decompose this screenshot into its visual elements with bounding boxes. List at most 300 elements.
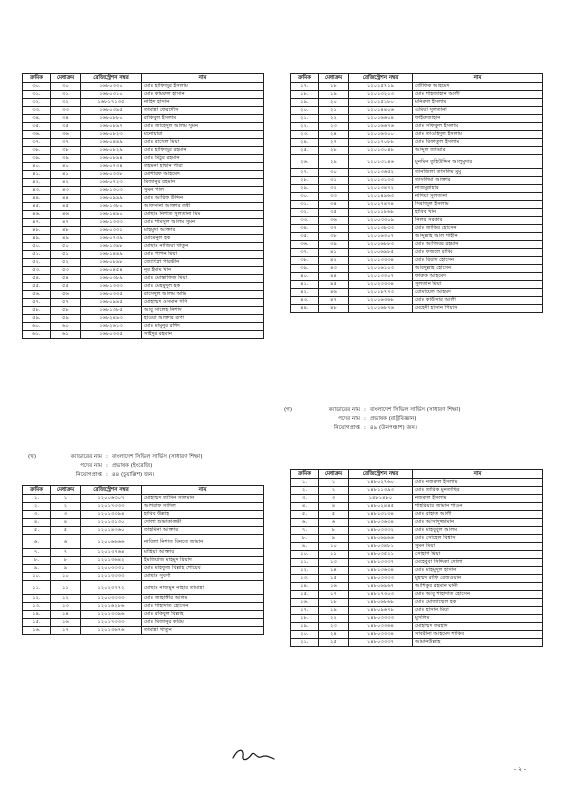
reg-cell: ১২০১৫৭১৯ (349, 83, 413, 91)
info-value: প্রভাষক (ইংরেজি) (112, 463, 153, 469)
merit-cell: ৪৩ (51, 187, 81, 195)
table-header (23, 486, 264, 495)
reg-cell: ১৬৮১৩৩৩ (81, 283, 142, 291)
merit-table-d (290, 469, 543, 647)
name-cell: আমানউল্লাহ (413, 639, 543, 647)
info-sep: : (364, 416, 366, 422)
name-cell: মোঃ মিজানুর করিম (142, 619, 264, 627)
table-row (291, 147, 543, 155)
reg-cell: ১২০১৪৩৬০ (81, 527, 142, 535)
merit-cell: ৪৬ (51, 211, 81, 219)
serial-cell: ১৩. (291, 575, 319, 583)
reg-cell: ১২০১৩৩০৭ (349, 273, 413, 281)
col-serial: ক্রমিক (23, 74, 51, 83)
merit-cell: ১৪ (51, 611, 81, 619)
table-row (291, 583, 543, 591)
merit-cell: ৫৮ (51, 307, 81, 315)
table-row (23, 549, 264, 557)
serial-cell: ৪২. (23, 179, 51, 187)
reg-cell: ১৬৮১৩৯৮ (81, 243, 142, 251)
name-cell: তাসলিমা আক্তার (413, 177, 543, 185)
table-row (23, 155, 264, 163)
merit-cell: ৩৩ (51, 107, 81, 115)
reg-cell: ১৬৮২৪৯৩ (81, 315, 142, 323)
name-cell: তৌফিক আহমেদ (413, 83, 543, 91)
name-cell: মোশারফ আহমেদ (142, 171, 264, 179)
name-cell: মনোয়ারা (142, 131, 264, 139)
serial-cell: ৩৫. (23, 123, 51, 131)
table-row (291, 241, 543, 249)
table-row (23, 83, 264, 91)
name-cell: শাহরিয়ার জামান শাওন (413, 503, 543, 511)
reg-cell: ১৪৮০৬৮৬৮ (349, 599, 413, 607)
reg-cell: ১২০০৩৩০৯ (349, 217, 413, 225)
merit-cell: ৪৭ (319, 297, 349, 305)
merit-cell: ৫০ (51, 243, 81, 251)
reg-cell: ১৪৮০৩৩৩৪ (349, 631, 413, 639)
name-cell: নাজমুন্নাহার (413, 185, 543, 193)
merit-cell: ৩৭ (51, 139, 81, 147)
col-reg: রেজিস্ট্রেশন নম্বর (349, 74, 413, 83)
name-cell: মোঃ আসাদুজ্জামান (413, 519, 543, 527)
name-cell: সোহাগ মিয়া (413, 551, 543, 559)
merit-cell: ৩৬ (319, 217, 349, 225)
reg-cell: ১৬৮০৩৩৫ (81, 331, 142, 339)
serial-cell: ২৫. (291, 147, 319, 155)
reg-cell: ১২০২৩৩৩৪ (349, 281, 413, 289)
name-cell: দোলা শুভাকাঙ্ক্ষী (142, 519, 264, 527)
serial-cell: ৮. (23, 557, 51, 565)
name-cell: মোমেনুল হক (142, 235, 264, 243)
merit-cell: ৪২ (319, 257, 349, 265)
serial-cell: ৩৭. (291, 249, 319, 257)
serial-cell: ৩৫. (291, 233, 319, 241)
name-cell: আবু সালেহ নিশাদ (142, 307, 264, 315)
reg-cell: ১৬৮০৩৯৫ (81, 107, 142, 115)
name-cell: জ্যোৎস্না পারভীন (142, 259, 264, 267)
name-cell: সুলতান মিয়া (413, 281, 543, 289)
merit-cell: ৯ (51, 565, 81, 573)
serial-cell: ৫২. (23, 259, 51, 267)
merit-cell: ৩০ (51, 83, 81, 91)
serial-cell: ৪৪. (23, 195, 51, 203)
reg-cell: ১৪৮০৬৯৬৭ (349, 583, 413, 591)
reg-cell: ১২০১৪৯৬৩ (349, 193, 413, 201)
serial-cell: ৫. (23, 527, 51, 535)
serial-cell: ২৪. (291, 139, 319, 147)
table-row (23, 611, 264, 619)
name-cell: মোঃ শাহাদাত হোসেন (142, 603, 264, 611)
merit-cell: ৪ (319, 503, 349, 511)
serial-cell: ৬. (291, 519, 319, 527)
table-row (291, 567, 543, 575)
serial-cell: ২৬. (291, 155, 319, 169)
name-cell: হাওয়া আক্তার রূপা (142, 315, 264, 323)
reg-cell: ১৪৮০২৪৪৫ (349, 503, 413, 511)
reg-cell: ১৪৮১৩১৩৪ (349, 511, 413, 519)
name-cell: মেহেদী হাসান পিয়াস (413, 305, 543, 313)
reg-cell: ১২০০৬৩০৭ (81, 495, 142, 503)
table-row (23, 91, 264, 99)
reg-cell: ১৪৮০৩৩৩৭ (349, 639, 413, 647)
reg-cell: ১২০১৩২১৩ (349, 91, 413, 99)
serial-cell: ৫০. (23, 243, 51, 251)
reg-cell: ১৪৮১৩৬৩৪ (349, 567, 413, 575)
info-sep: : (106, 463, 108, 469)
section-mark: (গ) (284, 407, 293, 413)
reg-cell: ১২০০৩৩৩৩ (81, 595, 142, 603)
merit-cell: ৩১ (51, 91, 81, 99)
table-row (291, 495, 543, 503)
serial-cell: ২১. (291, 639, 319, 647)
serial-cell: ৬১. (23, 331, 51, 339)
name-cell: মোঃ পাপন মিয়া (142, 251, 264, 259)
name-cell: মোঃ হাফিজুর রহমান (142, 147, 264, 155)
serial-cell: ১৭. (291, 83, 319, 91)
serial-cell: ২. (291, 487, 319, 495)
merit-cell: ১১ (319, 551, 349, 559)
table-row (291, 535, 543, 543)
merit-cell: ৫৯ (51, 315, 81, 323)
name-cell: মোঃ জাহেদুল আলম সুমন (142, 123, 264, 131)
table-row (291, 623, 543, 631)
serial-cell: ২৩. (291, 131, 319, 139)
serial-cell: ৩২. (291, 209, 319, 217)
reg-cell: ১৬৮১৭১৩৫ (81, 99, 142, 107)
table-row (23, 179, 264, 187)
serial-cell: ৩০. (23, 83, 51, 91)
name-cell: রাকিবুল ইসলাম (142, 115, 264, 123)
table-row (23, 259, 264, 267)
reg-cell: ১৬৮০৮৯৭ (81, 123, 142, 131)
table-row (291, 551, 543, 559)
reg-cell: ১২০১৬১০৩ (349, 265, 413, 273)
serial-cell: ৩১. (291, 201, 319, 209)
merit-cell: ৩ (319, 495, 349, 503)
serial-cell: ৫৪. (23, 275, 51, 283)
merit-cell: ১৩ (51, 603, 81, 611)
table-row (23, 565, 264, 573)
info-row (304, 415, 461, 424)
table-row (23, 227, 264, 235)
merit-cell: ১৭ (51, 627, 81, 635)
reg-cell: ১৬৮০৩১০ (81, 91, 142, 99)
reg-cell: ১৬৮০৯৯৯ (81, 195, 142, 203)
info-sep: : (364, 407, 366, 413)
table-row (23, 243, 264, 251)
table-row (291, 83, 543, 91)
name-cell: মোছাঃ সুবর্ণা (142, 573, 264, 581)
info-row (46, 462, 203, 471)
table-row (291, 123, 543, 131)
name-cell: মোঃ রকিবুল বিল্লাহ (142, 611, 264, 619)
table-row (291, 591, 543, 599)
name-cell: নাহিদ হাসান (142, 99, 264, 107)
serial-cell: ৫৭. (23, 299, 51, 307)
reg-cell: ১২০১৭৪৭৪ (349, 201, 413, 209)
table-row (291, 115, 543, 123)
name-cell: আশিকুর রহমান ঘানী (413, 583, 543, 591)
name-cell: মোহাম্মদ ওসমান গণি (142, 299, 264, 307)
serial-cell: ৭. (23, 549, 51, 557)
table-row (291, 233, 543, 241)
section-mark: (খ) (28, 454, 37, 460)
table-row (23, 267, 264, 275)
table-header (291, 74, 543, 83)
name-cell: তামান্না ফেরদৌস (142, 107, 264, 115)
name-cell: মোঃ মিঠুর রহমান (142, 155, 264, 163)
reg-cell: ১৬৮০৩৩৫ (81, 291, 142, 299)
name-cell: মোছাঃ নিশাত সুলতানা মিম (142, 211, 264, 219)
table-row (23, 331, 264, 339)
reg-cell: ১২০১৭০৮৮ (349, 139, 413, 147)
info-row (46, 471, 203, 480)
reg-cell: ১৬৮০৩৩০ (81, 83, 142, 91)
table-row (291, 91, 543, 99)
reg-cell: ১২০১৩৭৬৪ (81, 549, 142, 557)
reg-cell: ১৪৮০৯৬৭৮ (349, 607, 413, 615)
serial-cell: ৪. (23, 519, 51, 527)
info-key: নিয়োগপ্রাপ্ত (75, 472, 102, 478)
name-cell: হাবিব খান (413, 209, 543, 217)
reg-cell: ১২০১৪৪০৬ (349, 107, 413, 115)
name-cell: রাসেদুল আলম অভি (142, 291, 264, 299)
reg-cell: ১২০১৩৬৫২ (349, 169, 413, 177)
table-row (23, 573, 264, 581)
name-cell: মোঃ জাহাঙ্গীর আলম (142, 595, 264, 603)
merit-cell: ২২ (319, 615, 349, 623)
table-row (291, 217, 543, 225)
name-cell: সিরাজুল ইসলাম (413, 201, 543, 209)
table-row (23, 503, 264, 511)
merit-cell: ৩৪ (319, 201, 349, 209)
col-name: নাম (413, 74, 543, 83)
table-row (291, 107, 543, 115)
table-header (291, 470, 543, 479)
merit-cell: ৩৭ (319, 225, 349, 233)
col-name: নাম (413, 470, 543, 479)
serial-cell: ৫৫. (23, 283, 51, 291)
merit-cell: ৬০ (51, 323, 81, 331)
table-row (23, 99, 264, 107)
merit-cell: ১৬ (319, 583, 349, 591)
reg-cell: ১২০২৩৭৭২ (81, 581, 142, 595)
merit-cell: ৪৩ (319, 265, 349, 273)
serial-cell: ৮. (291, 535, 319, 543)
merit-cell: ৪১ (319, 249, 349, 257)
table-row (23, 511, 264, 519)
info-value: প্রভাষক (রাষ্ট্রবিজ্ঞান) (370, 416, 417, 422)
reg-cell: ১২০১১৮৬৮ (349, 209, 413, 217)
name-cell: মোঃ মাহবুবুল আলম (413, 527, 543, 535)
merit-cell: ৫৫ (51, 283, 81, 291)
merit-cell: ২৭ (319, 139, 349, 147)
signature-icon (230, 745, 278, 765)
info-sep: : (106, 472, 108, 478)
table-row (291, 131, 543, 139)
table-row (291, 519, 543, 527)
col-merit: মেধাক্রম (319, 470, 349, 479)
merit-cell: ৬ (319, 519, 349, 527)
merit-cell: ১৬ (51, 619, 81, 627)
table-row (23, 527, 264, 535)
serial-cell: ৪৮. (23, 227, 51, 235)
table-row (291, 559, 543, 567)
table-row (291, 155, 543, 169)
serial-cell: ১২. (291, 567, 319, 575)
merit-cell: ৫১ (51, 251, 81, 259)
serial-cell: ২৮. (291, 177, 319, 185)
serial-cell: ৩৮. (23, 147, 51, 155)
serial-cell: ১৯. (291, 99, 319, 107)
serial-cell: ৫৮. (23, 307, 51, 315)
reg-cell: ১৪৮০৩৪৮১ (349, 543, 413, 551)
table-row (291, 297, 543, 305)
table-row (291, 225, 543, 233)
merit-cell: ৩০ (319, 169, 349, 177)
serial-cell: ৩৪. (291, 225, 319, 233)
table-row (291, 527, 543, 535)
serial-cell: ১. (291, 479, 319, 487)
merit-cell: ৩৮ (51, 147, 81, 155)
info-value: ৪৯ (উনপঞ্চাশ) জন। (370, 425, 417, 431)
table-row (291, 599, 543, 607)
table-row (23, 171, 264, 179)
merit-cell: ২৮ (319, 147, 349, 155)
reg-cell: ১৬৮১৩৮০ (81, 203, 142, 211)
merit-cell: ২৫ (319, 639, 349, 647)
serial-cell: ৪. (291, 503, 319, 511)
table-row (23, 211, 264, 219)
table-row (291, 281, 543, 289)
reg-cell: ১৪৮০৩৬৩৪ (349, 519, 413, 527)
table-row (23, 627, 264, 635)
name-cell: তাহমিনা আক্তার (142, 527, 264, 535)
merit-cell: ৩ (51, 511, 81, 519)
serial-cell: ৪০. (291, 273, 319, 281)
info-sep: : (364, 425, 366, 431)
merit-cell: ১০ (51, 573, 81, 581)
info-sep: : (106, 454, 108, 460)
merit-table-b (290, 73, 543, 313)
reg-cell: ১২০১৩৩৩৪ (349, 257, 413, 265)
table-row (291, 289, 543, 297)
merit-cell: ৪০ (51, 163, 81, 171)
reg-cell: ১২০১৩১৩০ (81, 519, 142, 527)
reg-cell: ১৪৮১৩৩৩৭ (349, 559, 413, 567)
name-cell: নূর ইমাম খান (142, 267, 264, 275)
serial-cell: ১৮. (291, 615, 319, 623)
reg-cell: ১২০১৩১৩৩ (349, 177, 413, 185)
page-number: - ২ - (514, 766, 527, 773)
merit-cell: ১৯ (319, 91, 349, 99)
col-reg: রেজিস্ট্রেশন নম্বর (81, 486, 142, 495)
name-cell: ইমতিয়াজ মাহমুদ রিয়াদ (142, 557, 264, 565)
info-row (304, 406, 461, 415)
cadre-info-kh (28, 453, 203, 480)
reg-cell: ১৬৮০৭৩৪ (81, 163, 142, 171)
table-row (291, 99, 543, 107)
serial-cell: ২১. (291, 115, 319, 123)
merit-table-a (22, 73, 264, 339)
serial-cell: ৩৪. (23, 115, 51, 123)
reg-cell: ১২০১৭৩৩৩ (81, 619, 142, 627)
name-cell: মোঃ সফিকুল ইসলাম (413, 123, 543, 131)
merit-cell: ৪৫ (319, 281, 349, 289)
table-row (291, 607, 543, 615)
name-cell: মোঃ শামসুল আলম সুমন (142, 219, 264, 227)
merit-cell: ৪৮ (51, 227, 81, 235)
serial-cell: ৩৭. (23, 139, 51, 147)
reg-cell: ১৬৮১৩৩৩ (81, 219, 142, 227)
reg-cell: ১৬৮০৪৪৯ (81, 139, 142, 147)
table-row (23, 519, 264, 527)
reg-cell: ১২০১৮৭৭৩ (349, 289, 413, 297)
merit-cell: ৮ (319, 527, 349, 535)
reg-cell: ১২০১৬৮৮৩ (349, 241, 413, 249)
merit-cell: ৪৯ (51, 235, 81, 243)
table-row (291, 575, 543, 583)
serial-cell: ৩৩. (23, 107, 51, 115)
name-cell: মিজানুর রহমান (142, 179, 264, 187)
merit-cell: ১৮ (319, 599, 349, 607)
info-value: বাংলাদেশ সিভিল সার্ভিস (সাধারণ শিক্ষা) (370, 407, 461, 413)
table-row (23, 307, 264, 315)
table-row (291, 511, 543, 519)
merit-cell: ৪৫ (51, 203, 81, 211)
merit-cell: ১৩ (319, 559, 349, 567)
reg-cell: ১২০১৩৮৩৩ (349, 225, 413, 233)
name-cell: নাবিলা নিশাত বিনতে জামান (142, 535, 264, 549)
reg-cell: ১৬৮১৩০৩ (81, 187, 142, 195)
col-name: নাম (142, 486, 264, 495)
serial-cell: ৪৪. (291, 305, 319, 313)
merit-cell: ৩৯ (319, 241, 349, 249)
merit-cell: ৩১ (319, 177, 349, 185)
name-cell: মোঃ মাহফুজ বিল্লাহ শোয়েব (142, 565, 264, 573)
merit-cell: ৩৩ (319, 193, 349, 201)
serial-cell: ১৪. (23, 611, 51, 619)
reg-cell: ১৪৮০৩৩৩২ (349, 527, 413, 535)
serial-cell: ২৯. (291, 185, 319, 193)
table-row (23, 557, 264, 565)
reg-cell: ১২০১৬৩৬৮ (349, 297, 413, 305)
name-cell: মোঃ কাউসার আলী (413, 297, 543, 305)
merit-cell: ২৪ (319, 631, 349, 639)
serial-cell: ৪৬. (23, 211, 51, 219)
name-cell: মোঃ কামরুল হাসান (142, 91, 264, 99)
merit-cell: ৫৪ (51, 275, 81, 283)
name-cell: মোঃ রাহাত আলী (413, 511, 543, 519)
reg-cell: ১২০০৬৯৮৫ (349, 249, 413, 257)
name-cell: তামান্না খাতুন (142, 627, 264, 635)
serial-cell: ৪০. (23, 163, 51, 171)
table-row (291, 479, 543, 487)
name-cell: মুহম্মদ রাফি রেজওয়ান (413, 575, 543, 583)
name-cell: মোহাম্মদ ফরহাদ (413, 623, 543, 631)
serial-cell: ৪১. (23, 171, 51, 179)
name-cell: মোঃ হাফিজুর ইসলাম (142, 83, 264, 91)
name-cell: মোঃ রিয়াদ হোসেন (413, 257, 543, 265)
table-row (23, 251, 264, 259)
serial-cell: ২২. (291, 123, 319, 131)
table-row (291, 273, 543, 281)
serial-cell: ১০. (23, 573, 51, 581)
merit-cell: ৪ (51, 519, 81, 527)
serial-cell: ৫. (291, 511, 319, 519)
table-row (291, 265, 543, 273)
reg-cell: ১৬৮০৩৩৮ (81, 171, 142, 179)
